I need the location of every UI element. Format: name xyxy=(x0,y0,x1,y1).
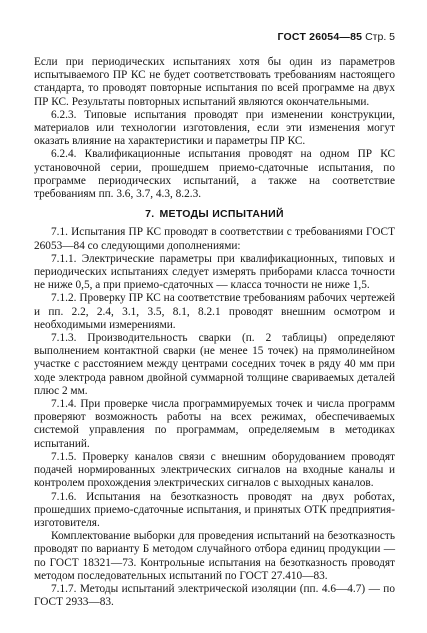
paragraph-7-1-1: 7.1.1. Электрические параметры при квалификационных, типовых и периодических испытаниях следует измерять приборами класса точности не ниже 0,5, а при приемо-сдаточных — класса точности не ниже 1,5. xyxy=(34,252,395,292)
page-number: Стр. 5 xyxy=(365,31,395,43)
paragraph-7-1-6: 7.1.6. Испытания на безотказность проводят на двух роботах, прошедших приемо-сдаточные испытания, и принятых ОТК предприятия-изготовителя. xyxy=(34,490,395,529)
paragraph-continuation: Если при периодических испытаниях хотя бы один из параметров испытываемого ПР КС не будет соответствовать требованиям настоящего стандарта, то проводят повторные испытания по всей программе на двух ПР КС. Результаты повторных испытаний являются окончательными. xyxy=(34,56,395,108)
paragraph-7-1: 7.1. Испытания ПР КС проводят в соответствии с требованиями ГОСТ 26053—84 со следующими дополнениями: xyxy=(34,226,395,252)
section-number: 7. xyxy=(145,208,155,221)
paragraph-7-1-2: 7.1.2. Проверку ПР КС на соответствие требованиям рабочих чертежей и пп. 2.2, 2.4, 3.1, 3.5, 8.1, 8.2.1 проводят внешним осмотром и необходимыми измерениями. xyxy=(34,292,395,331)
section-heading xyxy=(34,208,395,221)
paragraph-7-1-5: 7.1.5. Проверку каналов связи с внешним оборудованием проводят подачей нормированных электрических сигналов на входные каналы и контролем прохождения электрических сигналов с выходных каналов. xyxy=(34,450,395,490)
paragraph-6-2-3: 6.2.3. Типовые испытания проводят при изменении конструкции, материалов или технологии изготовления, если эти изменения могут оказать влияние на характеристики и параметры ПР КС. xyxy=(34,108,395,148)
paragraph-7-1-4: 7.1.4. При проверке числа программируемых точек и числа программ проверяют возможность работы на всех режимах, обеспечиваемых системой управления по программам, определяемым в методиках испытаний. xyxy=(34,398,395,450)
page-header xyxy=(278,31,395,43)
paragraph-6-2-4: 6.2.4. Квалификационные испытания проводят на одном ПР КС установочной серии, прошедшем приемо-сдаточные испытания, по программе периодических испытаний, а также на соответствие требованиям пп. 3.6, 3.7, 4.3, 8.2.3. xyxy=(34,148,395,201)
paragraph-7-1-3: 7.1.3. Производительность сварки (п. 2 таблицы) определяют выполнением контактной сварки (не менее 15 точек) на прямолинейном участке с расстоянием между центрами соседних точек в ряду 40 мм при ходе электрода равном двойной суммарной толщине свариваемых деталей плюс 2 мм. xyxy=(34,332,395,397)
body-text xyxy=(34,56,395,609)
section-title: МЕТОДЫ ИСПЫТАНИЙ xyxy=(159,208,284,221)
paragraph-7-1-7: 7.1.7. Методы испытаний электрической изоляции (пп. 4.6—4.7) — по ГОСТ 2933—83. xyxy=(34,582,395,609)
standard-number: ГОСТ 26054—85 xyxy=(277,31,363,43)
paragraph-sampling: Комплектование выборки для проведения испытаний на безотказность проводят по варианту Б методом случайного отбора единиц продукции — по ГОСТ 18321—73. Контрольные испытания на безотказность проводят методом последовательных испытаний по ГОСТ 27.410—83. xyxy=(34,530,395,582)
